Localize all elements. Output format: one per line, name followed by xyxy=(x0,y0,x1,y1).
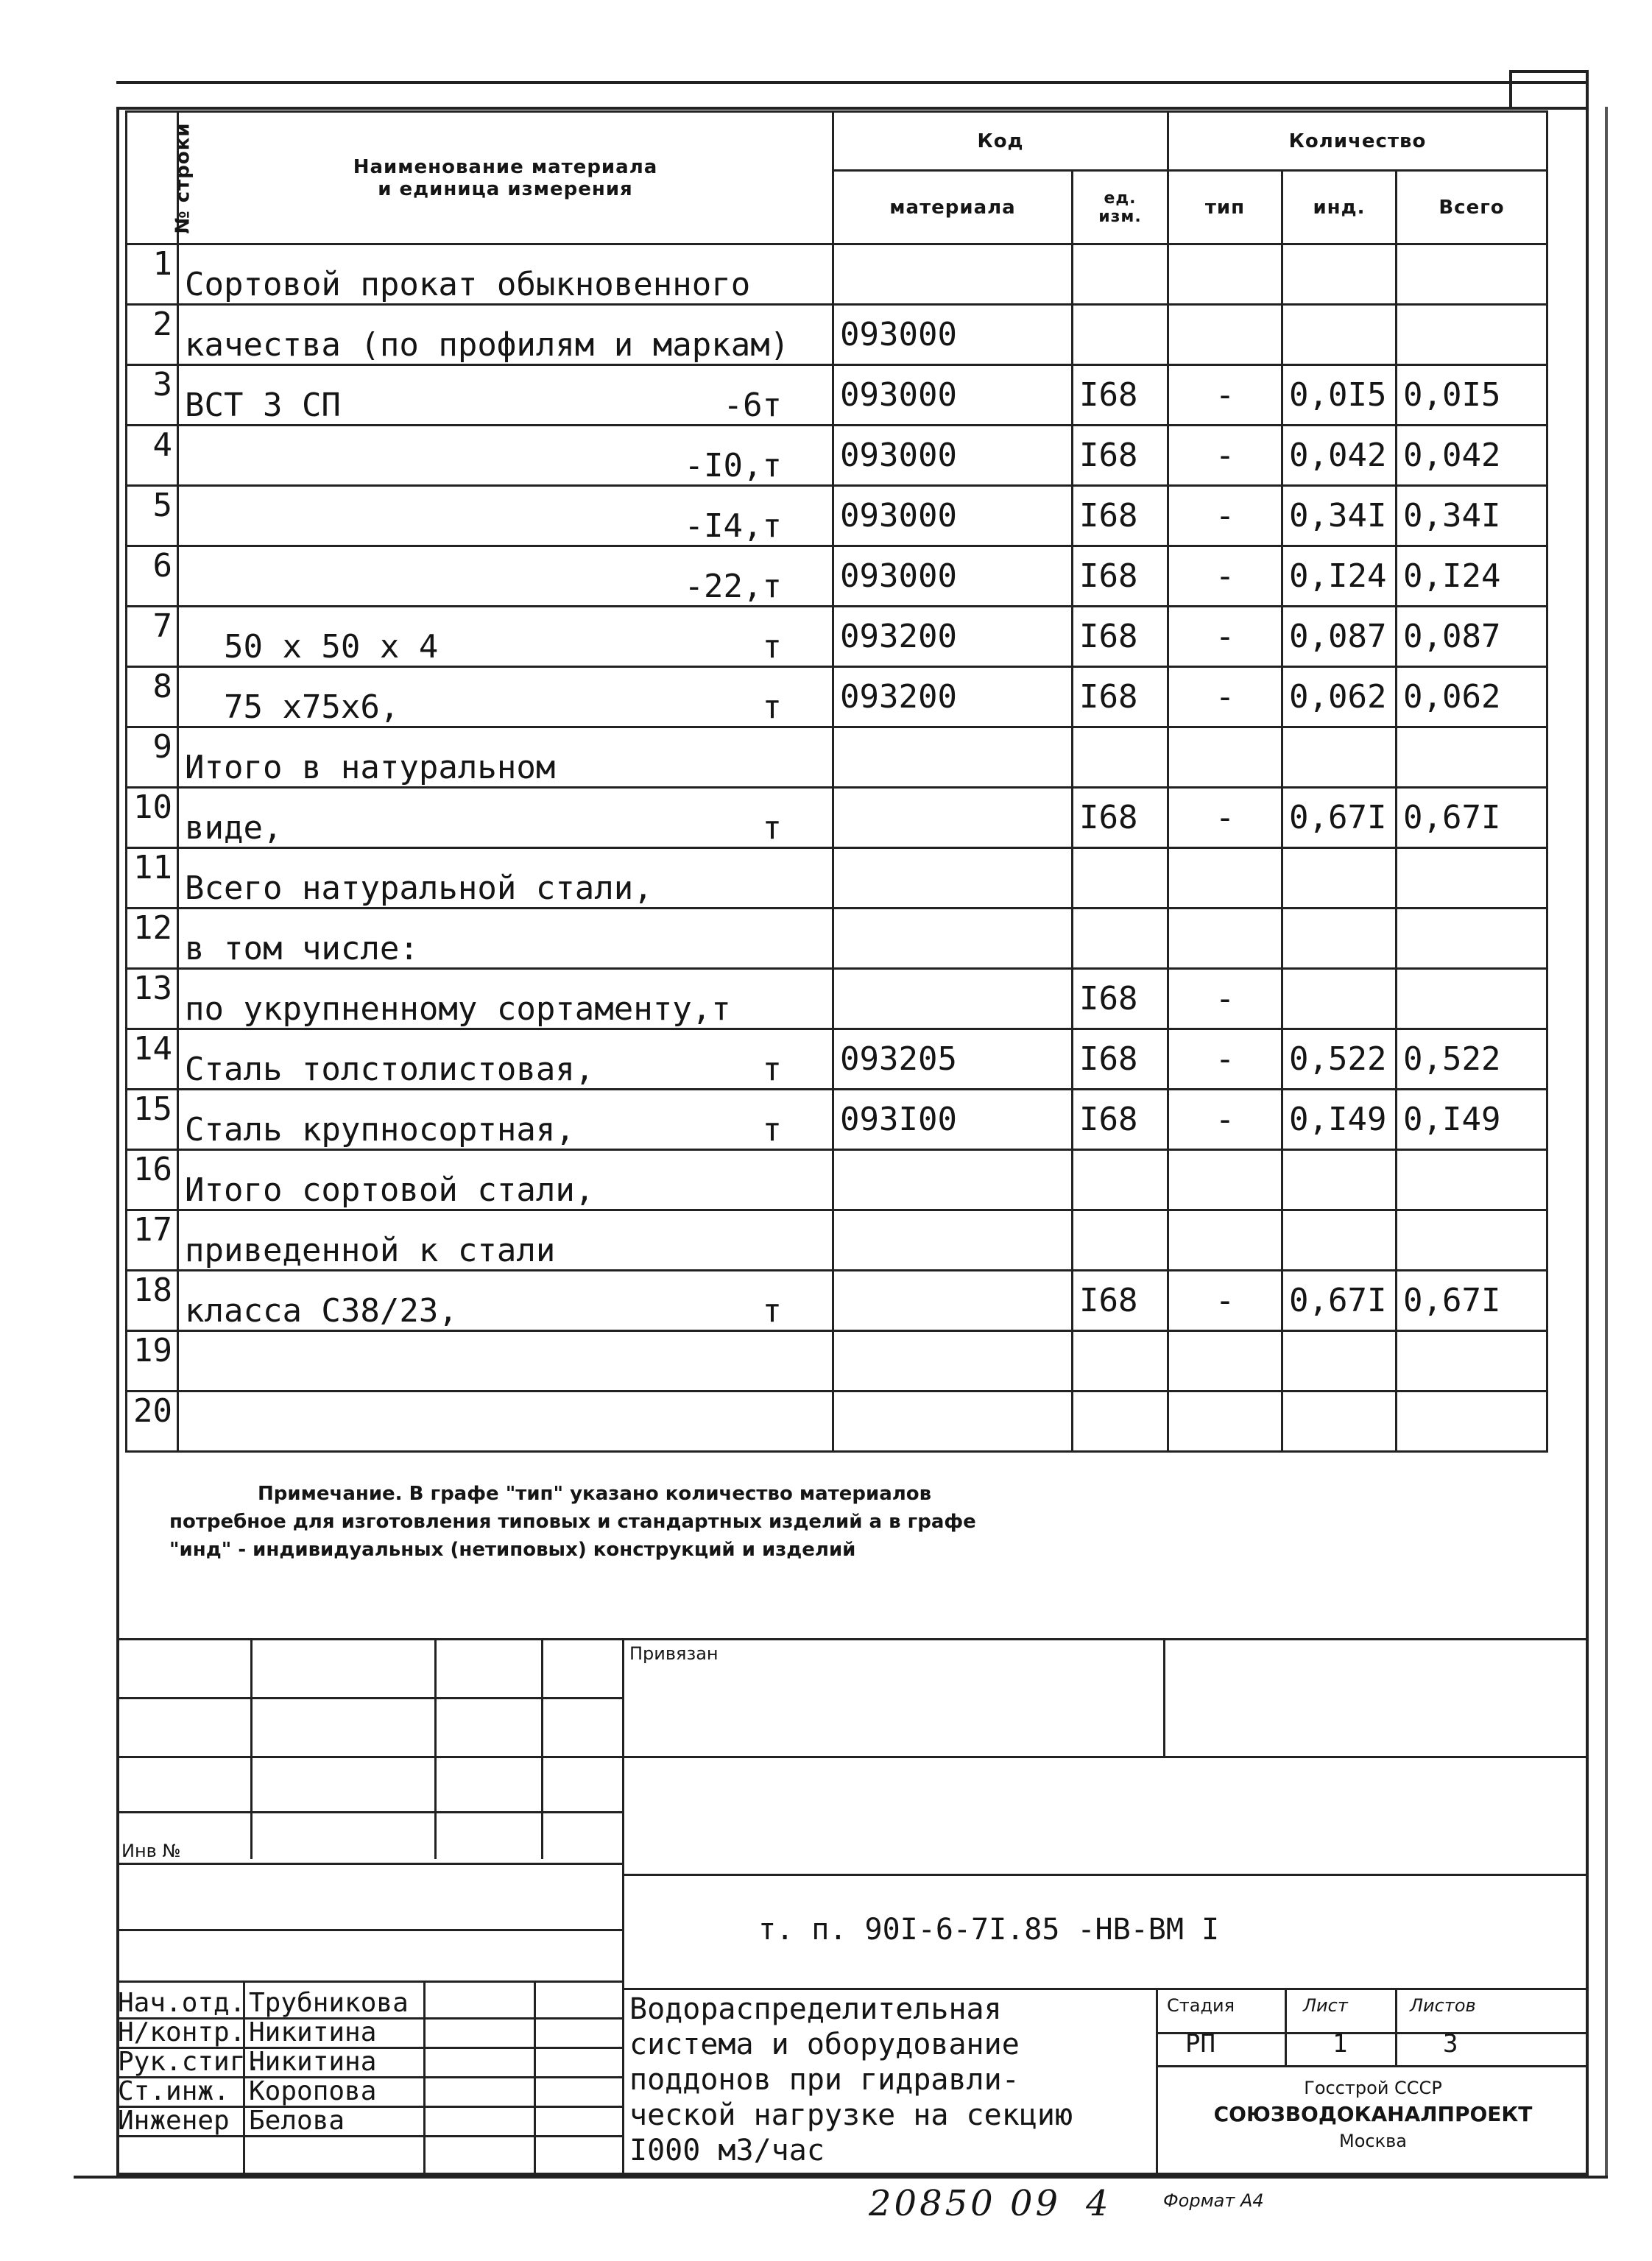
unit-code xyxy=(1073,1150,1168,1210)
rule xyxy=(622,1756,1589,1758)
rule xyxy=(1156,1988,1158,2176)
table-row xyxy=(127,486,1547,546)
staff-name: Никитина xyxy=(249,2047,377,2077)
material-code: 093000 xyxy=(833,426,1073,486)
table-row xyxy=(127,667,1547,727)
table-row xyxy=(127,1331,1547,1391)
material-unit-text: т xyxy=(762,1111,782,1149)
ind-quantity: 0,0I5 xyxy=(1282,365,1397,426)
total-quantity xyxy=(1397,909,1547,969)
material-name xyxy=(178,848,833,909)
type-quantity: - xyxy=(1168,667,1282,727)
total-quantity: 0,67I xyxy=(1397,788,1547,848)
material-name xyxy=(178,1029,833,1090)
material-unit-text: т xyxy=(762,688,782,726)
material-name xyxy=(178,244,833,305)
total-quantity: 0,I24 xyxy=(1397,546,1547,607)
total-quantity xyxy=(1397,727,1547,788)
ind-quantity: 0,522 xyxy=(1282,1029,1397,1090)
table-row xyxy=(127,1090,1547,1150)
name-header: Наименование материала и единица измерения xyxy=(178,112,833,244)
total-quantity: 0,I49 xyxy=(1397,1090,1547,1150)
type-header: тип xyxy=(1168,171,1282,244)
table-row xyxy=(127,1271,1547,1331)
material-name-text: 50 х 50 х 4 xyxy=(185,628,439,666)
total-quantity: 0,34I xyxy=(1397,486,1547,546)
note-text: Примечание. В графе "тип" указано количество материалов потребное для изготовления типовых и стандартных изделий а в графе "инд" - индивидуальных (нетиповых) конструкций и изделий xyxy=(169,1483,976,1561)
material-name-text: Всего натуральной стали, xyxy=(185,870,653,907)
unit-code: I68 xyxy=(1073,788,1168,848)
ind-quantity xyxy=(1282,1210,1397,1271)
material-name-text: качества (по профилям и маркам) xyxy=(185,326,790,364)
type-quantity xyxy=(1168,305,1282,365)
type-quantity xyxy=(1168,848,1282,909)
row-number: 5 xyxy=(127,486,178,546)
type-quantity: - xyxy=(1168,426,1282,486)
row-number: 9 xyxy=(127,727,178,788)
material-name-text: виде, xyxy=(185,809,283,847)
type-quantity xyxy=(1168,1150,1282,1210)
type-quantity: - xyxy=(1168,546,1282,607)
unit-code xyxy=(1073,909,1168,969)
drawing-title: Водораспределительная система и оборудование поддонов при гидравли- ческой нагрузке на секцию I000 м3/час xyxy=(629,1992,1073,2167)
grid-rule xyxy=(541,1638,543,1859)
row-number: 6 xyxy=(127,546,178,607)
rule xyxy=(1285,1988,1287,2065)
row-number: 19 xyxy=(127,1331,178,1391)
material-code: 093000 xyxy=(833,365,1073,426)
row-number: 2 xyxy=(127,305,178,365)
row-number: 18 xyxy=(127,1271,178,1331)
row-number: 1 xyxy=(127,244,178,305)
material-code: 093200 xyxy=(833,607,1073,667)
grid-rule xyxy=(116,1980,622,1983)
material-unit-text: -I4,т xyxy=(684,507,782,545)
material-name xyxy=(178,667,833,727)
staff-role: Н/контр. xyxy=(118,2017,246,2047)
ind-quantity: 0,042 xyxy=(1282,426,1397,486)
type-quantity xyxy=(1168,1331,1282,1391)
rule xyxy=(1395,1988,1397,2065)
type-quantity: - xyxy=(1168,1090,1282,1150)
type-quantity: - xyxy=(1168,788,1282,848)
ind-quantity: 0,087 xyxy=(1282,607,1397,667)
format-label: Формат А4 xyxy=(1163,2190,1264,2211)
type-quantity: - xyxy=(1168,969,1282,1029)
row-number: 4 xyxy=(127,426,178,486)
material-code xyxy=(833,788,1073,848)
total-quantity xyxy=(1397,1331,1547,1391)
unit-code: I68 xyxy=(1073,607,1168,667)
material-code: 093000 xyxy=(833,546,1073,607)
total-quantity: 0,042 xyxy=(1397,426,1547,486)
material-unit-text: -6т xyxy=(723,387,782,424)
ind-quantity xyxy=(1282,848,1397,909)
staff-name: Трубникова xyxy=(249,1988,409,2018)
document-code: т. п. 90I-6-7I.85 -НВ-ВМ I xyxy=(758,1913,1220,1947)
material-code-header: материала xyxy=(833,171,1073,244)
rule xyxy=(622,1874,1589,1876)
sheet-label: Лист xyxy=(1303,1995,1348,2016)
staff-role: Ст.инж. xyxy=(118,2076,230,2106)
table-row xyxy=(127,909,1547,969)
unit-code xyxy=(1073,244,1168,305)
material-name-text: Сортовой прокат обыкновенного xyxy=(185,266,751,303)
material-name-text: Итого в натуральном xyxy=(185,749,556,786)
table-row xyxy=(127,607,1547,667)
privyazan-label: Привязан xyxy=(629,1643,719,1664)
sheets-value: 3 xyxy=(1443,2029,1458,2059)
type-quantity: - xyxy=(1168,486,1282,546)
total-quantity: 0,087 xyxy=(1397,607,1547,667)
total-quantity xyxy=(1397,1150,1547,1210)
material-code: 093200 xyxy=(833,667,1073,727)
staff-role: Инженер xyxy=(118,2106,230,2136)
staff-role: Рук.стиг. xyxy=(118,2047,262,2077)
material-code: 093205 xyxy=(833,1029,1073,1090)
unit-code xyxy=(1073,1210,1168,1271)
unit-code: I68 xyxy=(1073,1029,1168,1090)
type-quantity: - xyxy=(1168,607,1282,667)
ind-quantity xyxy=(1282,909,1397,969)
type-quantity xyxy=(1168,1391,1282,1452)
table-row xyxy=(127,848,1547,909)
material-code xyxy=(833,848,1073,909)
grid-rule xyxy=(116,1929,622,1931)
material-name-text: в том числе: xyxy=(185,930,419,967)
ind-quantity: 0,67I xyxy=(1282,1271,1397,1331)
total-quantity: 0,522 xyxy=(1397,1029,1547,1090)
material-code: 093000 xyxy=(833,305,1073,365)
material-code xyxy=(833,1210,1073,1271)
total-quantity xyxy=(1397,848,1547,909)
row-number: 14 xyxy=(127,1029,178,1090)
rule xyxy=(1163,1638,1165,1756)
grid-rule xyxy=(534,1980,536,2176)
title-block-top xyxy=(116,1638,1589,1640)
ind-quantity xyxy=(1282,305,1397,365)
unit-code: I68 xyxy=(1073,969,1168,1029)
material-name xyxy=(178,486,833,546)
row-number-header: № строки xyxy=(127,112,178,244)
unit-code: I68 xyxy=(1073,426,1168,486)
unit-code: I68 xyxy=(1073,546,1168,607)
material-unit-text: -I0,т xyxy=(684,447,782,484)
materials-table xyxy=(125,110,1548,1453)
ind-quantity: 0,I24 xyxy=(1282,546,1397,607)
grid-rule xyxy=(423,1980,426,2176)
row-number: 15 xyxy=(127,1090,178,1150)
row-number: 3 xyxy=(127,365,178,426)
material-code: 093I00 xyxy=(833,1090,1073,1150)
organization: Госстрой СССР СОЮЗВОДОКАНАЛПРОЕКТ Москва xyxy=(1213,2078,1533,2151)
material-name xyxy=(178,727,833,788)
material-name-text: Итого сортовой стали, xyxy=(185,1171,595,1209)
unit-code-header: ед. изм. xyxy=(1073,171,1168,244)
material-code xyxy=(833,1391,1073,1452)
material-name xyxy=(178,1331,833,1391)
ind-header: инд. xyxy=(1282,171,1397,244)
material-name xyxy=(178,1271,833,1331)
material-name xyxy=(178,1090,833,1150)
unit-code: I68 xyxy=(1073,667,1168,727)
type-quantity: - xyxy=(1168,365,1282,426)
staff-name: Коропова xyxy=(249,2076,377,2106)
ind-quantity xyxy=(1282,1331,1397,1391)
table-row xyxy=(127,969,1547,1029)
grid-rule xyxy=(250,1638,253,1859)
unit-code xyxy=(1073,1331,1168,1391)
grid-rule xyxy=(116,1811,622,1813)
material-name-text: Сталь толстолистовая, xyxy=(185,1051,595,1088)
unit-code: I68 xyxy=(1073,365,1168,426)
unit-code xyxy=(1073,305,1168,365)
table-row xyxy=(127,365,1547,426)
table-row xyxy=(127,1210,1547,1271)
material-code xyxy=(833,244,1073,305)
sheet-value: 1 xyxy=(1332,2029,1348,2059)
ind-quantity xyxy=(1282,244,1397,305)
title-block-divider xyxy=(622,1638,624,2176)
right-margin-line xyxy=(1605,107,1608,2176)
row-number: 10 xyxy=(127,788,178,848)
row-number: 7 xyxy=(127,607,178,667)
total-quantity xyxy=(1397,305,1547,365)
unit-code xyxy=(1073,848,1168,909)
staff-role: Нач.отд. xyxy=(118,1988,246,2018)
row-number: 17 xyxy=(127,1210,178,1271)
ind-quantity xyxy=(1282,727,1397,788)
table-row xyxy=(127,546,1547,607)
ind-quantity xyxy=(1282,1150,1397,1210)
stage-value: РП xyxy=(1185,2029,1215,2059)
material-name-text: Сталь крупносортная, xyxy=(185,1111,575,1149)
material-code xyxy=(833,1150,1073,1210)
material-name-text: ВСТ 3 СП xyxy=(185,387,341,424)
page-number: 4 xyxy=(1086,2183,1109,2224)
rule xyxy=(1156,2065,1589,2067)
table-row xyxy=(127,244,1547,305)
grid-rule xyxy=(116,1863,622,1865)
row-number: 16 xyxy=(127,1150,178,1210)
table-row xyxy=(127,305,1547,365)
type-quantity xyxy=(1168,244,1282,305)
total-header: Всего xyxy=(1397,171,1547,244)
code-header: Код xyxy=(833,112,1168,171)
unit-code: I68 xyxy=(1073,1090,1168,1150)
type-quantity: - xyxy=(1168,1029,1282,1090)
ind-quantity: 0,34I xyxy=(1282,486,1397,546)
ind-quantity: 0,I49 xyxy=(1282,1090,1397,1150)
material-name-text: класса С38/23, xyxy=(185,1292,458,1330)
table-row xyxy=(127,1391,1547,1452)
table-row xyxy=(127,727,1547,788)
material-code xyxy=(833,909,1073,969)
ind-quantity: 0,062 xyxy=(1282,667,1397,727)
material-name xyxy=(178,546,833,607)
rule xyxy=(622,1988,1589,1990)
type-quantity xyxy=(1168,727,1282,788)
material-name xyxy=(178,607,833,667)
unit-code xyxy=(1073,1391,1168,1452)
material-name-text: приведенной к стали xyxy=(185,1232,556,1269)
material-name xyxy=(178,426,833,486)
type-quantity: - xyxy=(1168,1271,1282,1331)
material-name-text: по укрупненному сортаменту,т xyxy=(185,990,731,1028)
material-name xyxy=(178,1391,833,1452)
table-row xyxy=(127,426,1547,486)
quantity-header: Количество xyxy=(1168,112,1547,171)
total-quantity xyxy=(1397,1391,1547,1452)
grid-rule xyxy=(116,1697,622,1699)
row-number: 13 xyxy=(127,969,178,1029)
total-quantity xyxy=(1397,1210,1547,1271)
rule xyxy=(1156,2032,1589,2034)
ind-quantity xyxy=(1282,969,1397,1029)
material-name xyxy=(178,788,833,848)
staff-name: Никитина xyxy=(249,2017,377,2047)
total-quantity: 0,062 xyxy=(1397,667,1547,727)
material-name xyxy=(178,305,833,365)
material-name xyxy=(178,909,833,969)
stage-label: Стадия xyxy=(1167,1995,1235,2016)
total-quantity xyxy=(1397,969,1547,1029)
ind-quantity: 0,67I xyxy=(1282,788,1397,848)
bottom-border-line xyxy=(74,2176,1608,2179)
material-code xyxy=(833,1271,1073,1331)
material-name xyxy=(178,365,833,426)
ind-quantity xyxy=(1282,1391,1397,1452)
table-row xyxy=(127,1029,1547,1090)
unit-code xyxy=(1073,727,1168,788)
material-unit-text: т xyxy=(762,1292,782,1330)
material-name xyxy=(178,969,833,1029)
unit-code: I68 xyxy=(1073,1271,1168,1331)
material-name xyxy=(178,1150,833,1210)
material-name-text: 75 х75х6, xyxy=(185,688,400,726)
row-number: 12 xyxy=(127,909,178,969)
top-border-line xyxy=(116,81,1589,84)
staff-name: Белова xyxy=(249,2106,345,2136)
material-code: 093000 xyxy=(833,486,1073,546)
total-quantity xyxy=(1397,244,1547,305)
material-name xyxy=(178,1210,833,1271)
material-unit-text: т xyxy=(762,628,782,666)
table-row xyxy=(127,1150,1547,1210)
archive-number: 20850 09 xyxy=(869,2183,1062,2224)
type-quantity xyxy=(1168,909,1282,969)
material-unit-text: -22,т xyxy=(684,568,782,605)
top-corner-box xyxy=(1509,70,1589,108)
row-number: 8 xyxy=(127,667,178,727)
material-code xyxy=(833,1331,1073,1391)
type-quantity xyxy=(1168,1210,1282,1271)
total-quantity: 0,67I xyxy=(1397,1271,1547,1331)
row-number: 20 xyxy=(127,1391,178,1452)
unit-code: I68 xyxy=(1073,486,1168,546)
total-quantity: 0,0I5 xyxy=(1397,365,1547,426)
table-row xyxy=(127,788,1547,848)
row-number: 11 xyxy=(127,848,178,909)
material-code xyxy=(833,969,1073,1029)
material-unit-text: т xyxy=(762,809,782,847)
sheets-label: Листов xyxy=(1410,1995,1476,2016)
material-unit-text: т xyxy=(762,1051,782,1088)
grid-rule xyxy=(116,1756,622,1758)
material-code xyxy=(833,727,1073,788)
grid-rule xyxy=(434,1638,437,1859)
inv-label: Инв № xyxy=(121,1841,181,1861)
